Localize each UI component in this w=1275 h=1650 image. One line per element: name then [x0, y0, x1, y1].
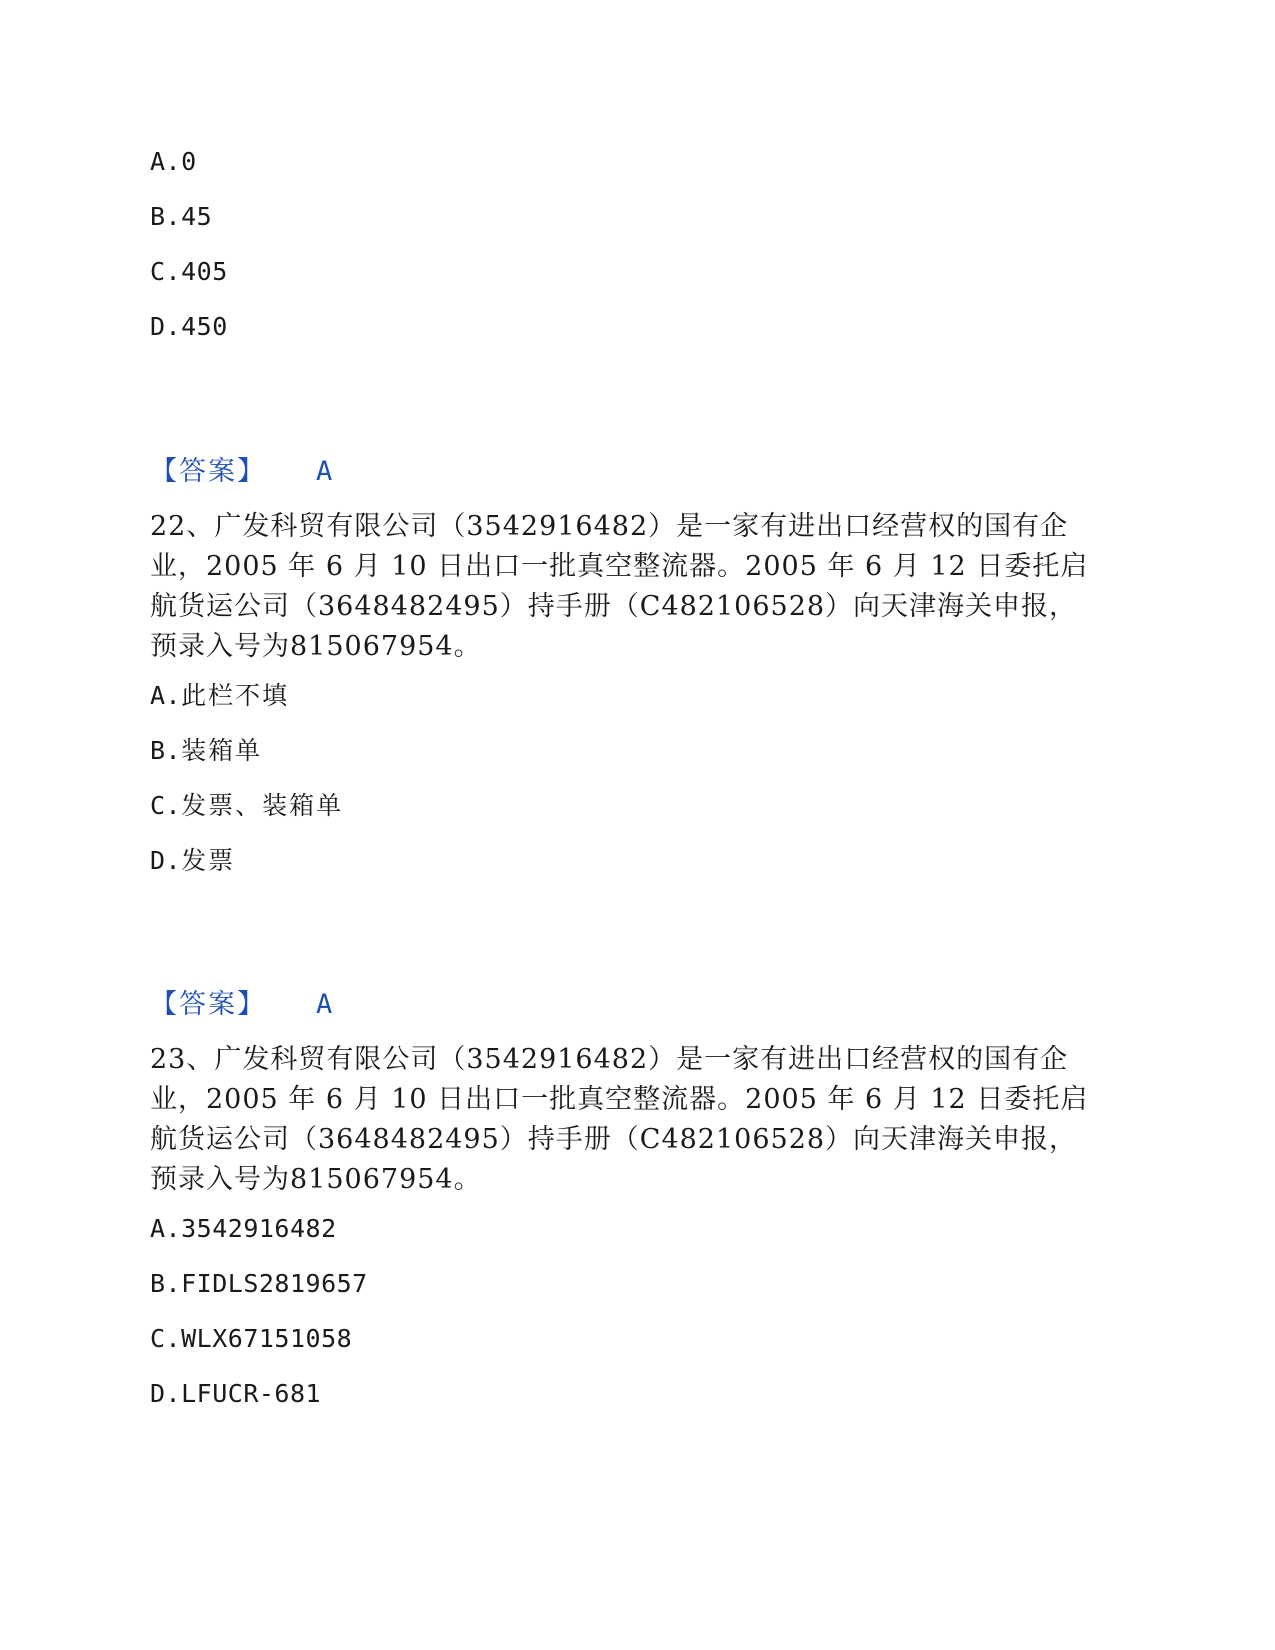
- option-text: 45: [181, 202, 213, 231]
- q21-option-a: [150, 147, 197, 177]
- q22-option-c: [150, 791, 343, 821]
- option-text: 3542916482: [181, 1214, 337, 1243]
- answer-value: A: [316, 456, 333, 487]
- option-letter: C.: [150, 1324, 182, 1353]
- q22-option-b: [150, 736, 262, 766]
- q22-option-d: [150, 846, 235, 876]
- q23-option-b: [150, 1269, 368, 1299]
- option-letter: B.: [150, 202, 182, 231]
- option-letter: A.: [150, 147, 182, 176]
- option-text: 此栏不填: [181, 681, 290, 710]
- option-letter: D.: [150, 312, 182, 341]
- option-letter: D.: [150, 1379, 182, 1408]
- option-letter: C.: [150, 791, 182, 820]
- option-letter: C.: [150, 257, 182, 286]
- answer-label: 【答案】: [150, 989, 266, 1020]
- option-text: FIDLS2819657: [181, 1269, 368, 1298]
- q21-answer: [150, 456, 332, 488]
- option-text: 405: [181, 257, 228, 286]
- q23-question-text: 23、广发科贸有限公司（3542916482）是一家有进出口经营权的国有企业，2005 年 6 月 10 日出口一批真空整流器。2005 年 6 月 12 日委托启航货运公司（3648482495）持手册（C482106528）向天津海关申报， 预录入号为815067954。: [150, 1044, 1089, 1195]
- q21-option-c: [150, 257, 228, 287]
- option-text: 发票、装箱单: [181, 791, 344, 820]
- option-text: WLX67151058: [181, 1324, 353, 1353]
- option-text: 发票: [181, 846, 236, 875]
- option-letter: A.: [150, 681, 182, 710]
- option-letter: B.: [150, 736, 182, 765]
- option-text: 450: [181, 312, 228, 341]
- option-text: 装箱单: [181, 736, 263, 765]
- q21-option-d: [150, 312, 228, 342]
- q22-answer: [150, 989, 332, 1021]
- q22-option-a: [150, 681, 289, 711]
- q23-option-d: [150, 1379, 321, 1409]
- answer-label: 【答案】: [150, 456, 266, 487]
- q23-option-c: [150, 1324, 352, 1354]
- option-letter: A.: [150, 1214, 182, 1243]
- q23-option-a: [150, 1214, 337, 1244]
- option-letter: D.: [150, 846, 182, 875]
- q21-option-b: [150, 202, 212, 232]
- option-text: LFUCR-681: [181, 1379, 322, 1408]
- q22-question-text: 22、广发科贸有限公司（3542916482）是一家有进出口经营权的国有企业，2005 年 6 月 10 日出口一批真空整流器。2005 年 6 月 12 日委托启航货运公司（3648482495）持手册（C482106528）向天津海关申报， 预录入号为815067954。: [150, 511, 1089, 662]
- answer-value: A: [316, 989, 333, 1020]
- option-letter: B.: [150, 1269, 182, 1298]
- option-text: 0: [181, 147, 197, 176]
